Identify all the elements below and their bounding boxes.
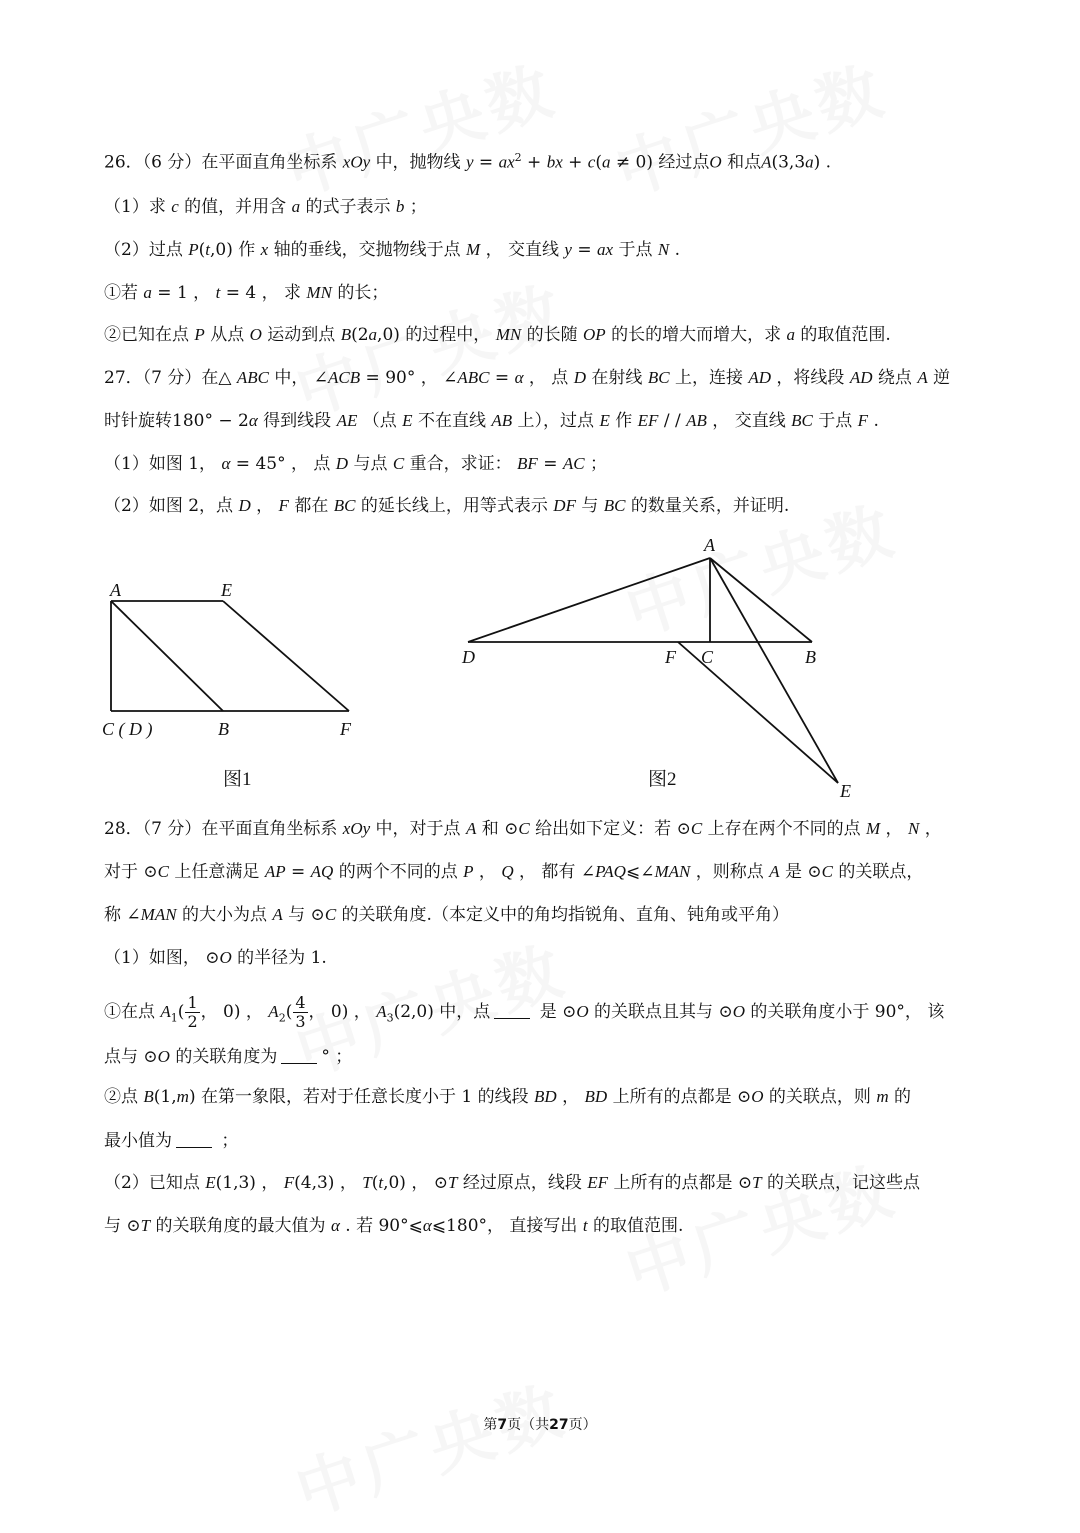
q28-part1-case2: ②点 B(1,m) 在第一象限，若对于任意长度小于 1 的线段 BD ， BD 上所有的点都是 ⊙O 的关联点，则 m 的	[104, 1087, 912, 1107]
watermark	[603, 39, 898, 213]
q28-part2-cont: 与 ⊙T 的关联角度的最大值为 α . 若 90°⩽α⩽180°， 直接写出 t 的取值范围.	[104, 1216, 684, 1236]
label-E: E	[221, 580, 232, 600]
q28-stem-cont1: 对于 ⊙C 上任意满足 AP = AQ 的两个不同的点 P ， Q ， 都有 ∠PAQ⩽∠MAN ，则称点 A 是 ⊙C 的关联点，	[104, 862, 924, 882]
answer-blank[interactable]	[281, 1045, 317, 1064]
q28-part2: （2）已知点 E(1,3) ， F(4,3) ， T(t,0) ， ⊙T 经过原点，线段 EF 上所有的点都是 ⊙T 的关联点，记这些点	[104, 1173, 920, 1193]
q27-part1: （1）如图 1， α = 45° ， 点 D 与点 C 重合，求证： BF = AC ；	[104, 454, 608, 474]
figure-2-caption: 图2	[648, 769, 677, 790]
label-A: A	[110, 580, 121, 600]
q27-stem-cont: 时针旋转180° − 2α 得到线段 AE （点 E 不在直线 AB 上），过点 E 作 EF / / AB ， 交直线 BC 于点 F .	[104, 411, 879, 431]
label-F: F	[340, 719, 351, 739]
q26-case1: ①若 a = 1 ， t = 4 ， 求 MN 的长；	[104, 283, 389, 303]
answer-blank[interactable]	[494, 1000, 530, 1019]
label-A: A	[704, 535, 715, 555]
q26-part1: （1）求 c 的值，并用含 a 的式子表示 b ；	[104, 197, 427, 217]
label-C: C	[701, 647, 714, 667]
q28-part1-case1: ①在点 $A_1$( $\frac{1}{2}$ ， 0) ， $A_2$( $\frac{4}{3}$ ， 0) ， $A_3(2,0)$ 中，点 是 ⊙O 的关联点且其与 ⊙O 的关联角度小于 90°， 该	[104, 993, 945, 1031]
q26-case2: ②已知在点 P 从点 O 运动到点 B(2a,0) 的过程中， MN 的长随 OP 的长的增大而增大，求 a 的取值范围.	[104, 325, 891, 345]
label-B: B	[218, 719, 229, 739]
watermark	[283, 1359, 578, 1533]
q26-part2: （2）过点 P(t,0) 作 x 轴的垂线，交抛物线于点 M ， 交直线 y = ax 于点 N .	[104, 240, 681, 260]
q27-part2: （2）如图 2，点 D ， F 都在 BC 的延长线上，用等式表示 DF 与 BC 的数量关系，并证明.	[104, 496, 790, 516]
q28-stem-cont2: 称 ∠MAN 的大小为点 A 与 ⊙C 的关联角度.（本定义中的角均指锐角、直角、钝角或平角）	[104, 905, 789, 925]
q28-stem: 28．（7 分）在平面直角坐标系 xOy 中，对于点 A 和 ⊙C 给出如下定义：若 ⊙C 上存在两个不同的点 M ， N ，	[104, 819, 942, 839]
label-B: B	[805, 647, 816, 667]
page-footer: 第7页（共27页）	[483, 1417, 597, 1433]
watermark	[273, 39, 568, 213]
label-CD: C ( D )	[102, 719, 153, 739]
q27-stem: 27．（7 分）在△ ABC 中， ∠ACB = 90° ， ∠ABC = α ， 点 D 在射线 BC 上，连接 AD ，将线段 AD 绕点 A 逆	[104, 368, 951, 388]
q28-part1-case1-cont: 点与 ⊙O 的关联角度为 ° ；	[104, 1047, 353, 1067]
q28-part1-case2-cont: 最小值为 ；	[104, 1131, 239, 1151]
figure-1-caption: 图1	[223, 769, 252, 790]
figure-2	[450, 530, 870, 805]
figure-1	[96, 575, 366, 795]
label-D: D	[462, 647, 475, 667]
label-E: E	[840, 781, 851, 801]
answer-blank[interactable]	[176, 1129, 212, 1148]
q28-part1: （1）如图， ⊙O 的半径为 1.	[104, 948, 327, 968]
q26-stem: 26．（6 分）在平面直角坐标系 xOy 中，抛物线 $y = ax^2$ + bx + c(a ≠ 0) 经过点O 和点A(3,3a) .	[104, 151, 832, 173]
label-F: F	[665, 647, 676, 667]
